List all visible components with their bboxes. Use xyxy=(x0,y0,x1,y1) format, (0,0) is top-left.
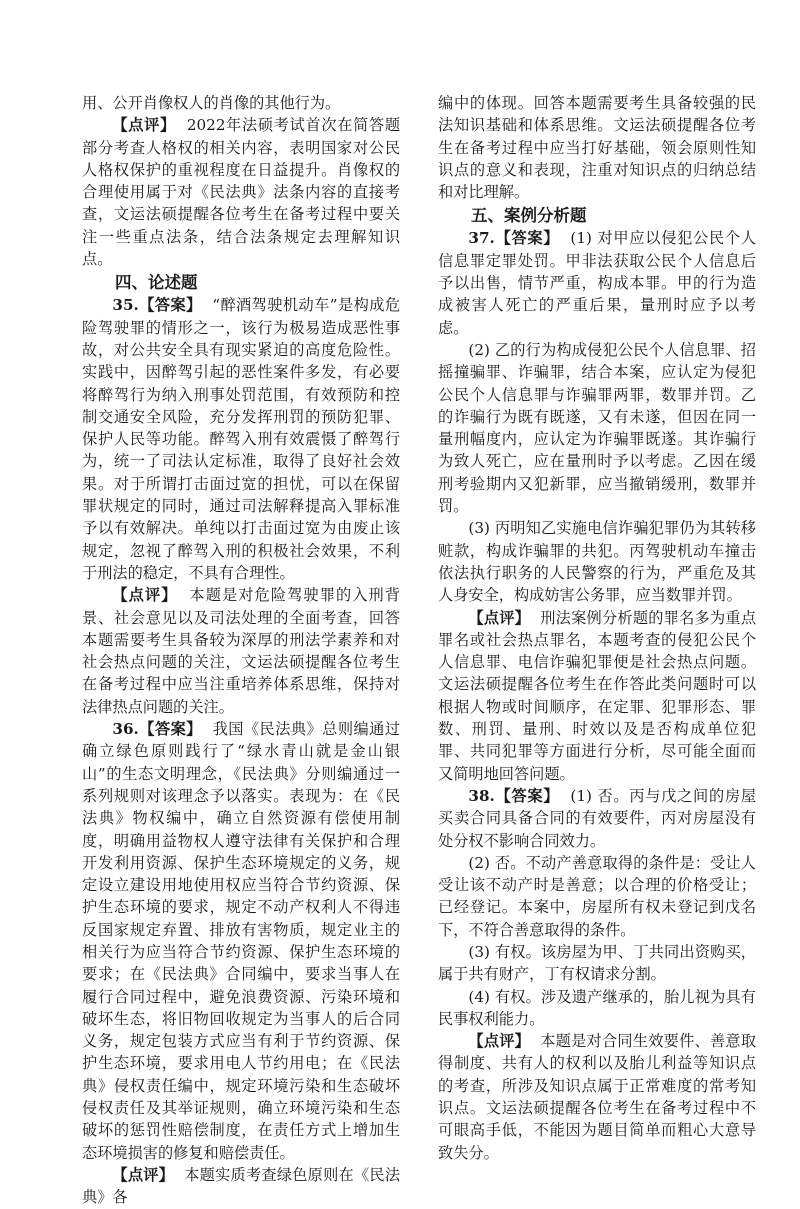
paragraph-continuation: 用、公开肖像权人的肖像的其他行为。 xyxy=(82,94,341,112)
left-column xyxy=(82,92,400,1209)
section-heading-essay: 四、论述题 xyxy=(115,273,198,293)
comment-36: 【点评】 本题实质考查绿色原则在《民法典》各 xyxy=(82,1165,401,1207)
comment-34: 【点评】 2022年法硕考试首次在简答题部分考查人格权的相关内容，表明国家对公民人格权保护的重视程度在日益提升。肖像权的合理使用属于对《民法典》法条内容的直接考查，文运法硕提醒各位考生在备考过程中要关注一些重点法条，结合法条规定去理解知识点。 xyxy=(82,116,401,269)
paragraph-continuation: 编中的体现。回答本题需要考生具备较强的民法知识基础和体系思维。文运法硕提醒各位考生在备考过程中应当打好基础，领会原则性知识点的意义和表现，注重对知识点的归纳总结和对比理解。 xyxy=(438,94,756,202)
answer-label: 【答案】 xyxy=(494,229,560,248)
comment-35: 【点评】 本题是对危险驾驶罪的入刑背景、社会意见以及司法处理的全面考查，回答本题需要考生具备较为深厚的刑法学素养和对社会热点问题的关注，文运法硕提醒各位考生在备考过程中应当注重培养体系思维，保持对法律热点问题的关注。 xyxy=(82,586,401,716)
question-number: 36. xyxy=(112,720,139,739)
answer-36: 36.【答案】 我国《民法典》总则编通过确立绿色原则践行了“绿水青山就是金山银山”的生态文明理念，《民法典》分则编通过一系列规则对该理念予以落实。表现为：在《民法典》物权编中，确立自然资源有偿使用制度，明确用益物权人遵守法律有关保护和合理开发利用资源、保护生态环境规定的义务，规定设立建设用地使用权应当符合节约资源、保护生态环境的要求，规定不动产权利人不得违反国家规定弃置、排放有害物质，规定业主的相关行为应当符合节约资源、保护生态环境的要求；在《民法典》合同编中，要求当事人在履行合同过程中，避免浪费资源、污染环境和破坏生态，将旧物回收规定为当事人的后合同义务，规定包装方式应当有利于节约资源、保护生态环境，要求用电人节约用电；在《民法典》侵权责任编中，规定环境污染和生态破坏侵权责任及其举证规则，确立环境污染和生态破坏的惩罚性赔偿制度，在责任方式上增加生态环境损害的修复和赔偿责任。 xyxy=(82,720,401,1162)
answer-38-part-4: (4) 有权。涉及遗产继承的，胎儿视为具有民事权利能力。 xyxy=(438,987,756,1028)
answer-label: 【答案】 xyxy=(138,296,202,315)
two-column-body xyxy=(82,92,756,1209)
comment-38: 【点评】 本题是对合同生效要件、善意取得制度、共有人的权利以及胎儿利益等知识点的考查，所涉及知识点属于正常难度的常考知识点。文运法硕提醒各位考生在备考过程中不可眼高手低，不能因为题目简单而粗心大意导致失分。 xyxy=(438,1032,757,1162)
answer-37-part-1: 37.【答案】 (1) 对甲应以侵犯公民个人信息罪定罪处罚。甲非法获取公民个人信息后予以出售，情节严重，构成本罪。甲的行为造成被害人死亡的严重后果，量刑时应予以考虑。 xyxy=(438,229,757,337)
comment-label: 【点评】 xyxy=(468,608,531,627)
answer-38-part-2: (2) 否。不动产善意取得的条件是：受让人受让该不动产时是善意；以合理的价格受让；已经登记。本案中，房屋所有权未登记到戊名下，不符合善意取得的条件。 xyxy=(438,853,756,939)
answer-35: 35.【答案】 “醉酒驾驶机动车”是构成危险驾驶罪的情形之一，该行为极易造成恶性事故，对公共安全具有现实紧迫的高度危险性。实践中，因醉驾引起的恶性案件多发，有必要将醉驾行为纳入刑事处罚范围，有效预防和控制交通安全风险，充分发挥刑罚的预防犯罪、保护人民等功能。醉驾入刑有效震慑了醉驾行为，统一了司法认定标准，取得了良好社会效果。对于所谓打击面过宽的担忧，可以在保留罪状规定的同时，通过司法解释提高入罪标准予以有效解决。单纯以打击面过宽为由废止该规定，忽视了醉驾入刑的积极社会效果，不利于刑法的稳定，不具有合理性。 xyxy=(82,296,401,582)
comment-label: 【点评】 xyxy=(112,116,176,135)
question-number: 37. xyxy=(468,229,495,248)
comment-label: 【点评】 xyxy=(468,1032,531,1051)
answer-37-part-3: (3) 丙明知乙实施电信诈骗犯罪仍为其转移赃款，构成诈骗罪的共犯。丙驾驶机动车撞击依法执行职务的人民警察的行为，严重危及其人身安全，构成妨害公务罪，应当数罪并罚。 xyxy=(438,519,756,605)
right-column xyxy=(438,92,756,1209)
comment-label: 【点评】 xyxy=(112,1165,175,1184)
answer-label: 【答案】 xyxy=(494,786,560,805)
answer-37-part-2: (2) 乙的行为构成侵犯公民个人信息罪、招摇撞骗罪、诈骗罪，结合本案，应认定为侵犯公民个人信息罪与诈骗罪两罪，数罪并罚。乙的诈骗行为既有既遂，又有未遂，但因在同一量刑幅度内，应认定为诈骗罪既遂。其诈骗行为致人死亡，应在量刑时予以考虑。乙因在缓刑考验期内又犯新罪，应当撤销缓刑，数罪并罚。 xyxy=(438,340,756,516)
question-number: 38. xyxy=(468,786,495,805)
section-heading-case-analysis: 五、案例分析题 xyxy=(471,206,587,226)
comment-label: 【点评】 xyxy=(112,586,178,605)
answer-38-part-3: (3) 有权。该房屋为甲、丁共同出资购买，属于共有财产，丁有权请求分割。 xyxy=(438,942,756,984)
comment-37: 【点评】 刑法案例分析题的罪名多为重点罪名或社会热点罪名，本题考查的侵犯公民个人信息罪、电信诈骗犯罪便是社会热点问题。文运法硕提醒各位考生在作答此类问题时可以根据人物或时间顺序，在定罪、犯罪形态、罪数、刑罚、量刑、时效以及是否构成单位犯罪、共同犯罪等方面进行分析，尽可能全面而又简明地回答问题。 xyxy=(438,608,757,783)
question-number: 35. xyxy=(112,296,139,315)
answer-38-part-1: 38.【答案】 (1) 否。丙与戊之间的房屋买卖合同具备合同的有效要件，丙对房屋没有处分权不影响合同效力。 xyxy=(438,786,757,850)
answer-label: 【答案】 xyxy=(138,720,202,739)
